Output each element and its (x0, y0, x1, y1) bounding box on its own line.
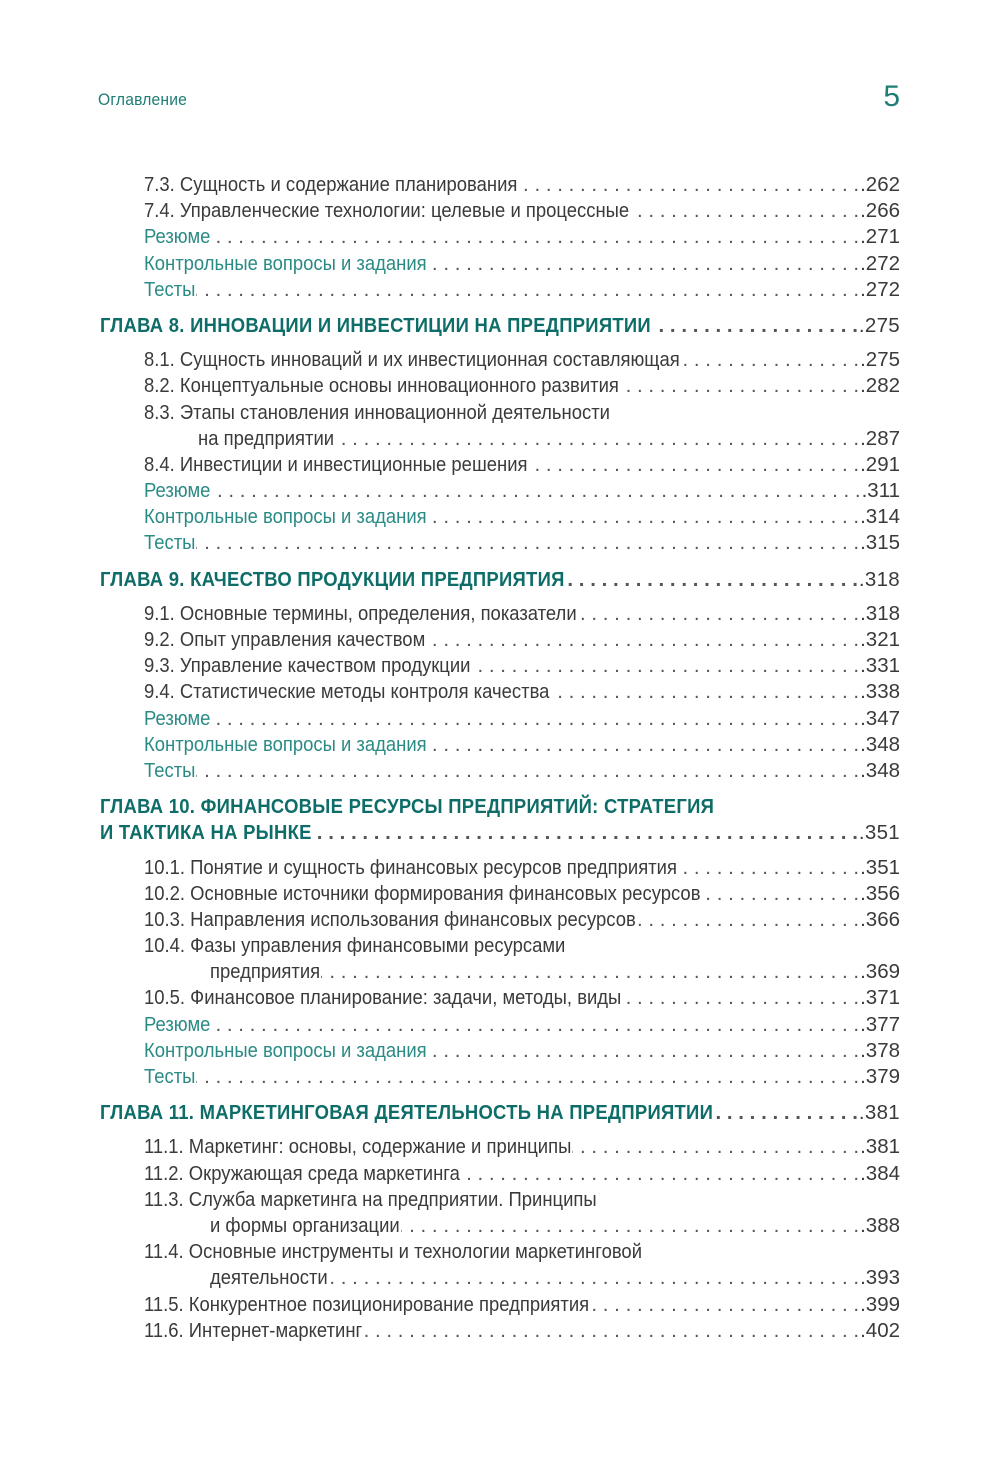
toc-entry-label: 7.4. Управленческие технологии: целевые и процессные (144, 199, 630, 223)
toc-entry-continuation[interactable] (100, 959, 900, 985)
toc-entry-page: .379 (860, 1065, 900, 1088)
toc-entry-page: .393 (860, 1266, 900, 1290)
toc-chapter-9[interactable] (100, 567, 900, 593)
toc-entry[interactable] (100, 373, 900, 399)
toc-entry[interactable] (100, 679, 900, 705)
toc-entry-label: 10.3. Направления использования финансовых ресурсов (144, 907, 636, 931)
leader-dots (329, 1265, 859, 1291)
toc-entry[interactable] (100, 400, 900, 426)
leader-dots (196, 277, 859, 303)
toc-entry-page: .388 (860, 1213, 900, 1237)
toc-entry-label: 11.1. Маркетинг: основы, содержание и принципы (144, 1135, 572, 1159)
toc-entry-page: .318 (860, 601, 900, 625)
toc-entry-label: 10.2. Основные источники формирования финансовых ресурсов (144, 881, 701, 905)
toc-entry-label: Резюме (144, 225, 211, 249)
toc-entry-label: 10.5. Финансовое планирование: задачи, методы, виды (144, 986, 622, 1010)
leader-dots (196, 1064, 859, 1090)
toc-entry-page: .272 (860, 277, 900, 301)
toc-entry[interactable] (100, 347, 900, 373)
leader-dots (428, 1038, 859, 1064)
toc-entry[interactable] (100, 1318, 900, 1344)
table-of-contents (100, 172, 900, 1344)
toc-entry-page: .399 (860, 1292, 900, 1316)
toc-entry-page: .321 (860, 628, 900, 651)
toc-entry-label: 9.3. Управление качеством продукции (144, 654, 471, 678)
leader-dots (572, 1134, 859, 1160)
toc-entry[interactable] (100, 1161, 900, 1187)
toc-entry-label: 10.4. Фазы управления финансовыми ресурсами (144, 934, 566, 958)
toc-entry-label: 9.2. Опыт управления качеством (144, 628, 426, 651)
leader-dots (321, 959, 859, 985)
toc-entry[interactable] (100, 172, 900, 198)
toc-chapter-8[interactable] (100, 313, 900, 339)
leader-dots (518, 172, 859, 198)
chapter-page: .275 (858, 313, 900, 337)
leader-dots (681, 347, 859, 373)
leader-dots (428, 504, 859, 530)
toc-entry-page: .377 (860, 1012, 900, 1036)
toc-entry[interactable] (100, 601, 900, 627)
toc-entry-label: 8.1. Сущность инноваций и их инвестиционная составляющая (144, 348, 680, 372)
toc-entry-page: .338 (860, 680, 900, 704)
leader-dots (578, 601, 859, 627)
toc-entry[interactable] (100, 1292, 900, 1318)
toc-entry-tests[interactable] (100, 758, 900, 784)
toc-entry-label: Тесты (144, 531, 196, 555)
running-head: Оглавление (98, 90, 188, 109)
toc-entry-questions[interactable] (100, 1038, 900, 1064)
toc-entry-label: 9.4. Статистические методы контроля качества (144, 680, 550, 704)
toc-entry-page: .287 (860, 426, 900, 450)
chapter-title: ГЛАВА 8. ИННОВАЦИИ И ИНВЕСТИЦИИ НА ПРЕДПРИЯТИИ (100, 313, 651, 337)
toc-entry-questions[interactable] (100, 732, 900, 758)
leader-dots (637, 907, 859, 933)
toc-entry[interactable] (100, 985, 900, 1011)
chapter-title: ГЛАВА 10. ФИНАНСОВЫЕ РЕСУРСЫ ПРЕДПРИЯТИЙ: СТРАТЕГИЯ (100, 795, 715, 819)
toc-entry-label: 8.3. Этапы становления инновационной деятельности (144, 400, 610, 424)
leader-dots (702, 881, 860, 907)
leader-dots (428, 251, 859, 277)
toc-entry-page: .291 (860, 452, 900, 476)
toc-entry-label: Контрольные вопросы и задания (144, 1038, 427, 1062)
leader-dots (678, 855, 859, 881)
toc-entry-tests[interactable] (100, 1064, 900, 1090)
toc-entry-page: .331 (860, 654, 900, 678)
toc-entry-label: Тесты (144, 1065, 196, 1088)
toc-entry-label: 11.2. Окружающая среда маркетинга (144, 1161, 460, 1185)
toc-entry-summary[interactable] (100, 224, 900, 250)
toc-entry-page: .356 (860, 881, 900, 905)
leader-dots (313, 820, 858, 846)
chapter-page: .318 (858, 567, 900, 591)
toc-entry-tests[interactable] (100, 530, 900, 556)
leader-dots (426, 627, 859, 653)
toc-entry-label: 9.1. Основные термины, определения, показатели (144, 601, 577, 625)
page-number: 5 (883, 80, 900, 113)
toc-entry-summary[interactable] (100, 478, 900, 504)
leader-dots (196, 530, 859, 556)
toc-entry-page: .384 (860, 1161, 900, 1185)
toc-chapter-10-continuation[interactable] (100, 820, 900, 846)
toc-entry-questions[interactable] (100, 504, 900, 530)
toc-entry[interactable] (100, 1134, 900, 1160)
toc-entry[interactable] (100, 881, 900, 907)
toc-entry-page: .272 (860, 251, 900, 275)
toc-entry-label: 11.4. Основные инструменты и технологии маркетинговой (144, 1240, 643, 1264)
toc-entry-continuation[interactable] (100, 1213, 900, 1239)
toc-entry-tests[interactable] (100, 277, 900, 303)
toc-entry-page: .369 (860, 960, 900, 984)
chapter-title: ГЛАВА 11. МАРКЕТИНГОВАЯ ДЕЯТЕЛЬНОСТЬ НА ПРЕДПРИЯТИИ (100, 1101, 714, 1125)
toc-entry-label: Резюме (144, 706, 211, 730)
chapter-page: .351 (858, 821, 900, 845)
toc-entry-page: .311 (861, 479, 900, 503)
toc-entry-page: .378 (860, 1038, 900, 1062)
toc-entry-page: .348 (860, 758, 900, 782)
toc-entry-continuation[interactable] (100, 1265, 900, 1291)
toc-entry-questions[interactable] (100, 251, 900, 277)
toc-entry-page: .275 (860, 348, 900, 372)
toc-entry-summary[interactable] (100, 706, 900, 732)
toc-entry-page: .266 (860, 199, 900, 223)
toc-entry-label: Контрольные вопросы и задания (144, 732, 427, 756)
toc-entry-label: 11.5. Конкурентное позиционирование предприятия (144, 1292, 590, 1316)
toc-entry-page: .315 (860, 531, 900, 555)
toc-entry-continuation[interactable] (100, 426, 900, 452)
chapter-title: И ТАКТИКА НА РЫНКЕ (100, 821, 312, 845)
toc-entry-label: 8.2. Концептуальные основы инновационного развития (144, 374, 619, 398)
leader-dots (461, 1161, 859, 1187)
toc-entry-page: .282 (860, 374, 900, 398)
toc-entry[interactable] (100, 855, 900, 881)
toc-entry-page: .351 (860, 855, 900, 879)
leader-dots (529, 452, 860, 478)
toc-entry-label: предприятия (210, 960, 321, 984)
toc-entry-label: 11.6. Интернет-маркетинг (144, 1318, 363, 1342)
leader-dots (590, 1292, 859, 1318)
leader-dots (550, 679, 859, 705)
toc-entry-label: Контрольные вопросы и задания (144, 505, 427, 529)
toc-entry-page: .347 (860, 706, 900, 730)
toc-entry[interactable] (100, 933, 900, 959)
leader-dots (335, 426, 859, 452)
toc-entry[interactable] (100, 627, 900, 653)
chapter-title: ГЛАВА 9. КАЧЕСТВО ПРОДУКЦИИ ПРЕДПРИЯТИЯ (100, 567, 565, 591)
toc-entry[interactable] (100, 1187, 900, 1213)
leader-dots (622, 985, 859, 1011)
leader-dots (428, 732, 859, 758)
leader-dots (363, 1318, 859, 1344)
leader-dots (471, 653, 859, 679)
leader-dots (211, 706, 859, 732)
toc-entry-label: Резюме (144, 479, 211, 503)
leader-dots (211, 224, 859, 250)
toc-entry-label: 7.3. Сущность и содержание планирования (144, 173, 518, 196)
toc-entry-label: 8.4. Инвестиции и инвестиционные решения (144, 452, 528, 476)
leader-dots (566, 567, 858, 593)
leader-dots (401, 1213, 859, 1239)
leader-dots (196, 758, 859, 784)
toc-entry-label: 10.1. Понятие и сущность финансовых ресурсов предприятия (144, 855, 677, 879)
toc-entry-page: .262 (860, 173, 900, 196)
toc-entry[interactable] (100, 1239, 900, 1265)
toc-entry-label: и формы организации (210, 1213, 400, 1237)
leader-dots (211, 1012, 859, 1038)
toc-entry-page: .348 (860, 732, 900, 756)
toc-entry-page: .271 (860, 225, 900, 249)
leader-dots (652, 313, 858, 339)
leader-dots (620, 373, 859, 399)
toc-entry-label: деятельности (210, 1266, 328, 1290)
leader-dots (211, 478, 860, 504)
toc-entry-page: .381 (860, 1135, 900, 1159)
toc-entry[interactable] (100, 653, 900, 679)
toc-chapter-11[interactable] (100, 1100, 900, 1126)
toc-entry-label: Контрольные вопросы и задания (144, 251, 427, 275)
toc-entry-summary[interactable] (100, 1012, 900, 1038)
toc-entry-label: Тесты (144, 758, 196, 782)
toc-entry[interactable] (100, 198, 900, 224)
toc-entry-page: .371 (860, 986, 900, 1010)
leader-dots (714, 1100, 858, 1126)
toc-entry-page: .402 (860, 1318, 900, 1342)
toc-entry[interactable] (100, 907, 900, 933)
toc-entry-page: .366 (860, 907, 900, 931)
toc-entry[interactable] (100, 452, 900, 478)
leader-dots (630, 198, 859, 224)
toc-entry-label: на предприятии (198, 426, 335, 450)
toc-entry-page: .314 (860, 505, 900, 529)
toc-entry-label: Резюме (144, 1012, 211, 1036)
toc-chapter-10[interactable] (100, 794, 900, 820)
toc-entry-label: 11.3. Служба маркетинга на предприятии. Принципы (144, 1187, 597, 1211)
toc-entry-label: Тесты (144, 277, 196, 301)
chapter-page: .381 (858, 1101, 900, 1125)
